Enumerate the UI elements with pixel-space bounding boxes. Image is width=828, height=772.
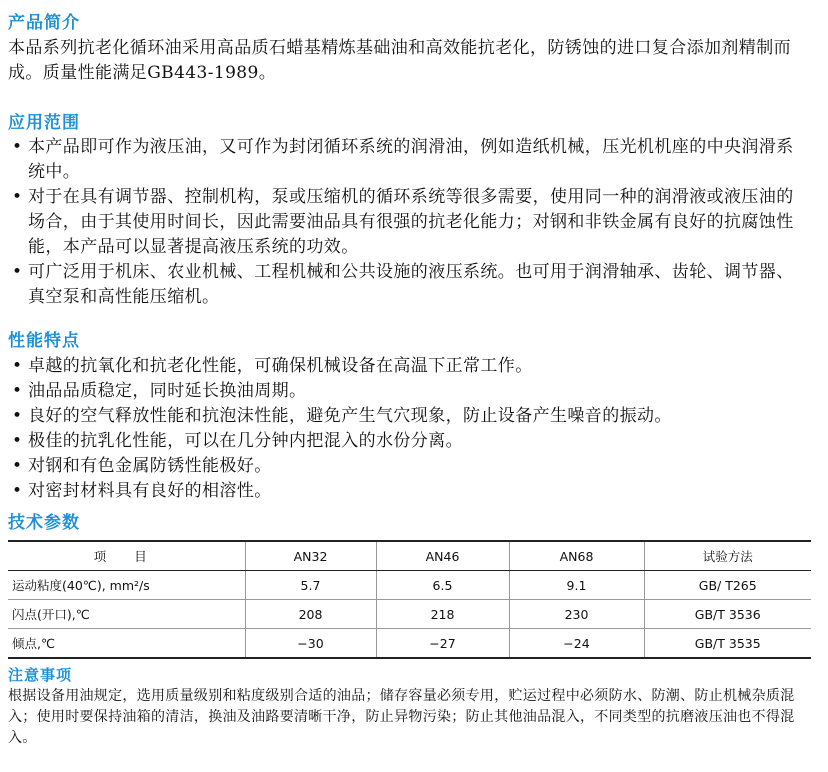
bullet-icon: • xyxy=(12,187,23,207)
table-cell: GB/ T265 xyxy=(644,571,811,600)
bullet-icon: • xyxy=(12,262,23,282)
list-item xyxy=(8,260,808,310)
bullet-icon: • xyxy=(12,431,23,451)
bullet-icon: • xyxy=(12,137,23,157)
table-cell: −24 xyxy=(509,629,644,659)
table-cell: 208 xyxy=(245,600,376,629)
table-cell: −27 xyxy=(376,629,509,659)
list-item-text: 卓越的抗氧化和抗老化性能，可确保机械设备在高温下正常工作。 xyxy=(28,356,533,376)
column-header: 项 目 xyxy=(8,541,245,571)
specs-table xyxy=(8,540,811,659)
table-cell: 218 xyxy=(376,600,509,629)
column-header: AN32 xyxy=(245,541,376,571)
table-row xyxy=(8,600,811,629)
list-item xyxy=(8,379,808,404)
features-heading: 性能特点 xyxy=(8,331,80,351)
bullet-icon: • xyxy=(12,481,23,501)
table-cell: 5.7 xyxy=(245,571,376,600)
list-item xyxy=(8,479,808,504)
table-cell: 闪点(开口),℃ xyxy=(8,600,245,629)
intro-text: 本品系列抗老化循环油采用高品质石蜡基精炼基础油和高效能抗老化，防锈蚀的进口复合添加剂精制而成。质量性能满足GB443-1989。 xyxy=(8,38,791,83)
list-item xyxy=(8,135,808,185)
table-row xyxy=(8,571,811,600)
specs-heading: 技术参数 xyxy=(8,513,80,533)
list-item-text: 极佳的抗乳化性能，可以在几分钟内把混入的水份分离。 xyxy=(28,431,463,451)
table-row xyxy=(8,629,811,659)
list-item-text: 对于在具有调节器、控制机构，泵或压缩机的循环系统等很多需要，使用同一种的润滑液或液压油的场合，由于其使用时间长，因此需要油品具有很强的抗老化能力；对钢和非铁金属有良好的抗腐蚀性能，本产品可以显著提高液压系统的功效。 xyxy=(28,187,794,257)
column-header: AN68 xyxy=(509,541,644,571)
list-item-text: 本产品即可作为液压油，又可作为封闭循环系统的润滑油，例如造纸机械，压光机机座的中央润滑系统中。 xyxy=(28,137,794,182)
list-item xyxy=(8,454,808,479)
table-cell: GB/T 3535 xyxy=(644,629,811,659)
table-cell: 倾点,℃ xyxy=(8,629,245,659)
bullet-icon: • xyxy=(12,406,23,426)
bullet-icon: • xyxy=(12,456,23,476)
table-cell: GB/T 3536 xyxy=(644,600,811,629)
intro-heading: 产品简介 xyxy=(8,13,80,33)
bullet-icon: • xyxy=(12,356,23,376)
table-cell: 230 xyxy=(509,600,644,629)
applications-list xyxy=(8,135,808,310)
bullet-icon: • xyxy=(12,381,23,401)
column-header: AN46 xyxy=(376,541,509,571)
table-cell: 9.1 xyxy=(509,571,644,600)
list-item xyxy=(8,354,808,379)
table-cell: −30 xyxy=(245,629,376,659)
list-item-text: 良好的空气释放性能和抗泡沫性能，避免产生气穴现象，防止设备产生噪音的振动。 xyxy=(28,406,672,426)
list-item-text: 可广泛用于机床、农业机械、工程机械和公共设施的液压系统。也可用于润滑轴承、齿轮、调节器、真空泵和高性能压缩机。 xyxy=(28,262,794,307)
list-item-text: 对密封材料具有良好的相溶性。 xyxy=(28,481,272,501)
list-item xyxy=(8,185,808,260)
column-header: 试验方法 xyxy=(644,541,811,571)
applications-heading: 应用范围 xyxy=(8,113,80,133)
list-item-text: 对钢和有色金属防锈性能极好。 xyxy=(28,456,272,476)
table-cell: 6.5 xyxy=(376,571,509,600)
list-item-text: 油品品质稳定，同时延长换油周期。 xyxy=(28,381,307,401)
notes-heading: 注意事项 xyxy=(8,666,73,684)
list-item xyxy=(8,404,808,429)
list-item xyxy=(8,429,808,454)
table-header-row xyxy=(8,541,811,571)
table-cell: 运动粘度(40℃), mm²/s xyxy=(8,571,245,600)
features-list xyxy=(8,354,808,504)
notes-text: 根据设备用油规定，选用质量级别和粘度级别合适的油品；储存容量必须专用，贮运过程中必须防水、防潮、防止机械杂质混入；使用时要保持油箱的清洁，换油及油路要清晰干净，防止异物污染；防止其他油品混入，不同类型的抗磨液压油也不得混入。 xyxy=(8,688,795,746)
